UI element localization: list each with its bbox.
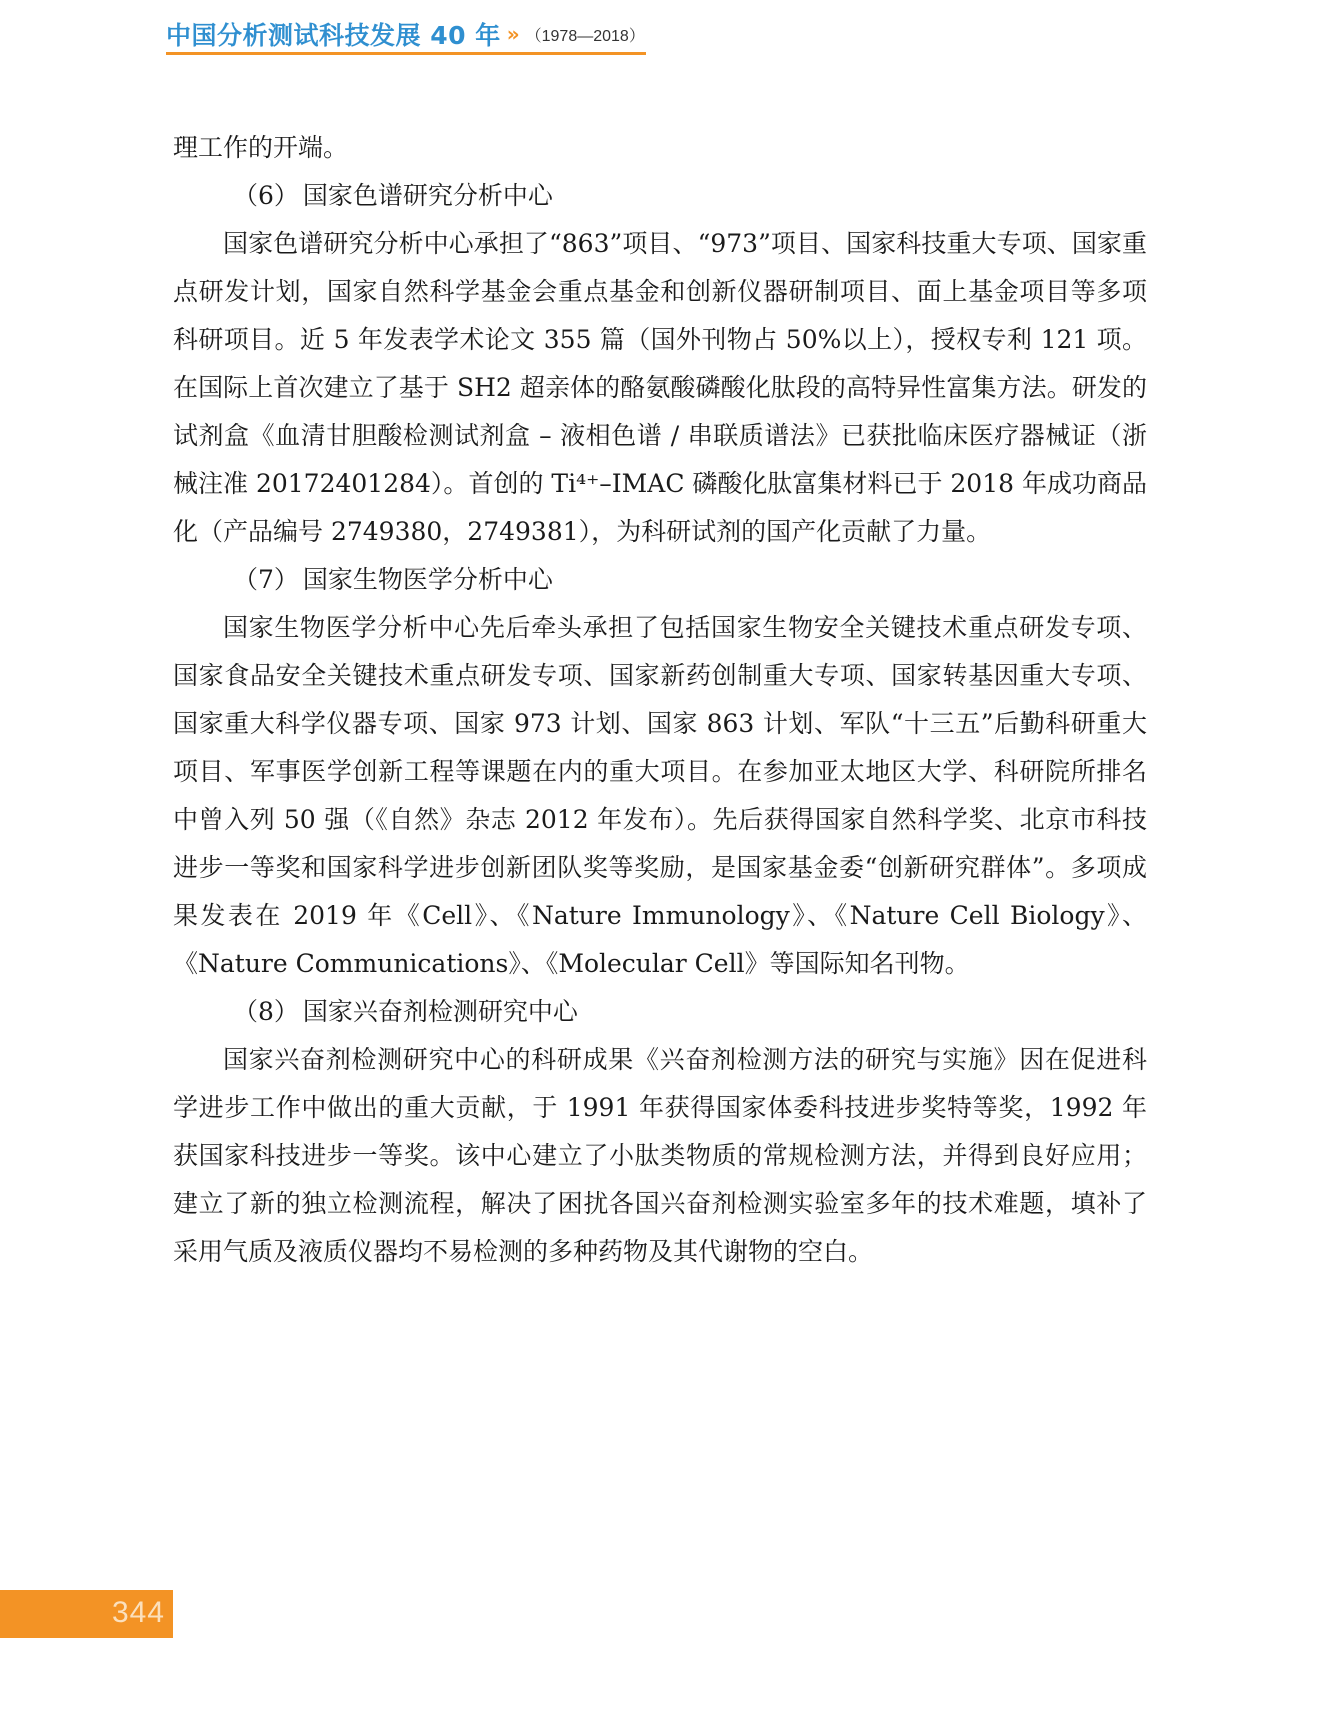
section-number: （6） <box>233 181 299 210</box>
header-divider <box>166 52 646 55</box>
section-heading-6 <box>173 172 1147 220</box>
book-title: 中国分析测试科技发展 40 年 <box>166 21 501 50</box>
section-heading-8 <box>173 988 1147 1036</box>
running-header <box>166 14 646 54</box>
year-range: （1978—2018） <box>525 27 645 45</box>
continued-paragraph: 理工作的开端。 <box>173 133 349 162</box>
double-chevron-icon: » <box>506 22 520 46</box>
section-title: 国家兴奋剂检测研究中心 <box>302 997 578 1026</box>
page-number: 344 <box>111 1596 165 1629</box>
page-body <box>173 124 1147 1276</box>
paragraph-doping-center: 国家兴奋剂检测研究中心的科研成果《兴奋剂检测方法的研究与实施》因在促进科学进步工作中做出的重大贡献，于 1991 年获得国家体委科技进步奖特等奖，1992 年获国家科技进步一等奖。该中心建立了小肽类物质的常规检测方法，并得到良好应用；建立了新的独立检测流程，解决了困扰各国兴奋剂检测实验室多年的技术难题，填补了采用气质及液质仪器均不易检测的多种药物及其代谢物的空白。 <box>173 1045 1147 1266</box>
paragraph-chromatography-center: 国家色谱研究分析中心承担了“863”项目、“973”项目、国家科技重大专项、国家重点研发计划，国家自然科学基金会重点基金和创新仪器研制项目、面上基金项目等多项科研项目。近 5 年发表学术论文 355 篇（国外刊物占 50%以上），授权专利 121 项。在国际上首次建立了基于 SH2 超亲体的酪氨酸磷酸化肽段的高特异性富集方法。研发的试剂盒《血清甘胆酸检测试剂盒 – 液相色谱 / 串联质谱法》已获批临床医疗器械证（浙械注准 20172401284）。首创的 Ti⁴⁺–IMAC 磷酸化肽富集材料已于 2018 年成功商品化（产品编号 2749380，2749381），为科研试剂的国产化贡献了力量。 <box>173 229 1147 546</box>
paragraph-biomedical-center: 国家生物医学分析中心先后牵头承担了包括国家生物安全关键技术重点研发专项、国家食品安全关键技术重点研发专项、国家新药创制重大专项、国家转基因重大专项、国家重大科学仪器专项、国家 973 计划、国家 863 计划、军队“十三五”后勤科研重大项目、军事医学创新工程等课题在内的重大项目。在参加亚太地区大学、科研院所排名中曾入列 50 强（《自然》杂志 2012 年发布）。先后获得国家自然科学奖、北京市科技进步一等奖和国家科学进步创新团队奖等奖励，是国家基金委“创新研究群体”。多项成果发表在 2019 年《Cell》、《Nature Immunology》、《Nature Cell Biology》、《Nature Communications》、《Molecular Cell》等国际知名刊物。 <box>173 613 1147 978</box>
section-title: 国家生物医学分析中心 <box>302 565 553 594</box>
section-number: （7） <box>233 565 299 594</box>
section-heading-7 <box>173 556 1147 604</box>
section-number: （8） <box>233 997 299 1026</box>
section-title: 国家色谱研究分析中心 <box>302 181 553 210</box>
page-number-tab <box>0 1590 173 1638</box>
